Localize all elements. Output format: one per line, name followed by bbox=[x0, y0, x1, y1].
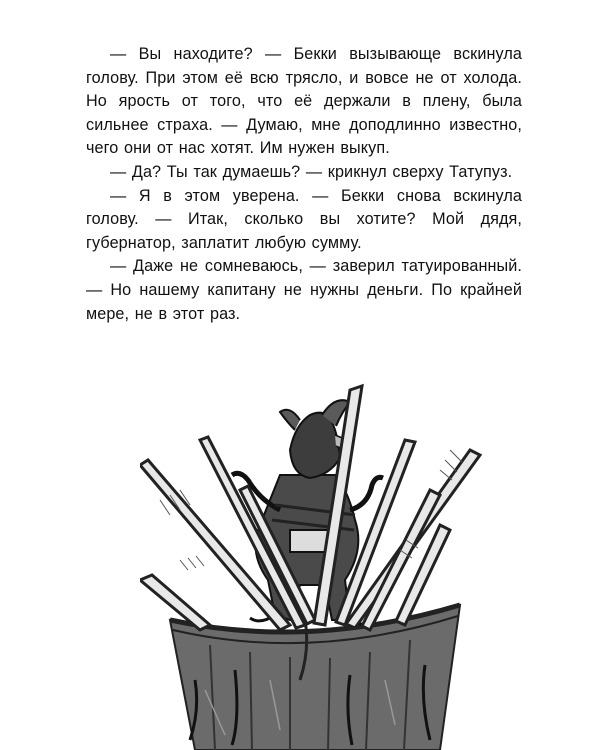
pirate-rat-drawing bbox=[140, 380, 490, 750]
paragraph-4: — Даже не сомневаюсь, — заверил татуированный. — Но нашему капитану не нужны деньги. По крайней мере, не в этот раз. bbox=[86, 257, 522, 323]
paragraph-2: — Да? Ты так думаешь? — крикнул сверху Татупуз. bbox=[110, 162, 513, 181]
paragraph-3: — Я в этом уверена. — Бекки снова вскинула голову. — Итак, сколько вы хотите? Мой дядя, губернатор, заплатит любую сумму. bbox=[86, 186, 522, 252]
crows-nest-barrel bbox=[170, 605, 460, 750]
illustration bbox=[140, 380, 490, 750]
text-block bbox=[86, 43, 522, 326]
paragraph-1: — Вы находите? — Бекки вызывающе вскинула голову. При этом её всю трясло, и вовсе не от холода. Но ярость от того, что её держали в плену, была сильнее страха. — Думаю, мне доподлинно известно, чего они от нас хотят. Им нужен выкуп. bbox=[86, 45, 522, 158]
